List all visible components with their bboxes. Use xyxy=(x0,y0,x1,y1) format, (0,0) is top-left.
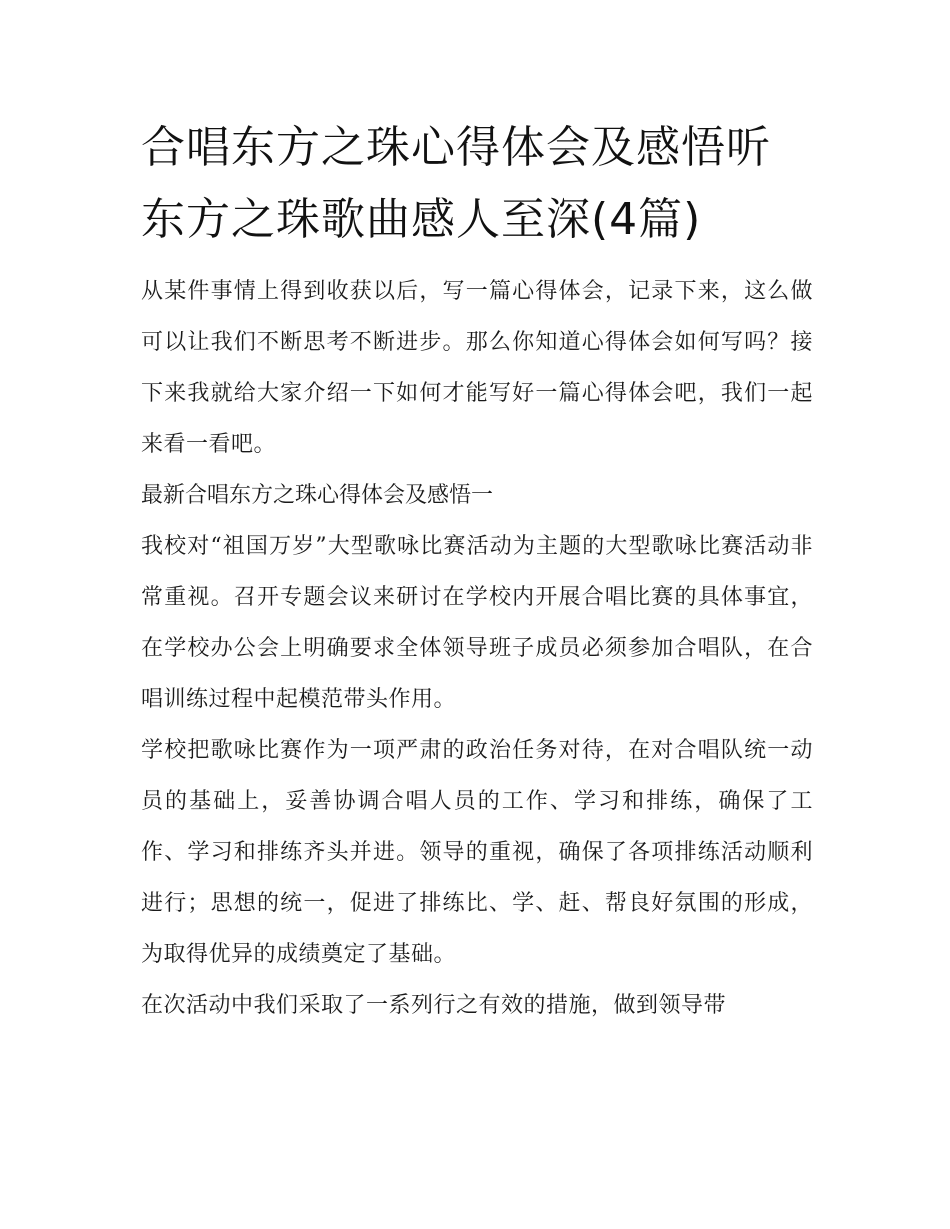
document-body xyxy=(141,266,813,1031)
body-paragraph: 我校对“祖国万岁”大型歌咏比赛活动为主题的大型歌咏比赛活动非常重视。召开专题会议来研讨在学校内开展合唱比赛的具体事宜，在学校办公会上明确要求全体领导班子成员必须参加合唱队，在合唱训练过程中起模范带头作用。 xyxy=(141,534,813,712)
section-heading: 最新合唱东方之珠心得体会及感悟一 xyxy=(141,483,494,508)
document-page xyxy=(141,112,813,1031)
intro-paragraph: 从某件事情上得到收获以后，写一篇心得体会，记录下来，这么做可以让我们不断思考不断进步。那么你知道心得体会如何写吗？接下来我就给大家介绍一下如何才能写好一篇心得体会吧，我们一起来看一看吧。 xyxy=(141,279,813,457)
body-paragraph: 在次活动中我们采取了一系列行之有效的措施，做到领导带 xyxy=(141,993,727,1018)
document-title: 合唱东方之珠心得体会及感悟听东方之珠歌曲感人至深(4篇) xyxy=(141,122,771,245)
body-paragraph: 学校把歌咏比赛作为一项严肃的政治任务对待，在对合唱队统一动员的基础上，妥善协调合唱人员的工作、学习和排练，确保了工作、学习和排练齐头并进。领导的重视，确保了各项排练活动顺利进行；思想的统一，促进了排练比、学、赶、帮良好氛围的形成，为取得优异的成绩奠定了基础。 xyxy=(141,738,813,967)
